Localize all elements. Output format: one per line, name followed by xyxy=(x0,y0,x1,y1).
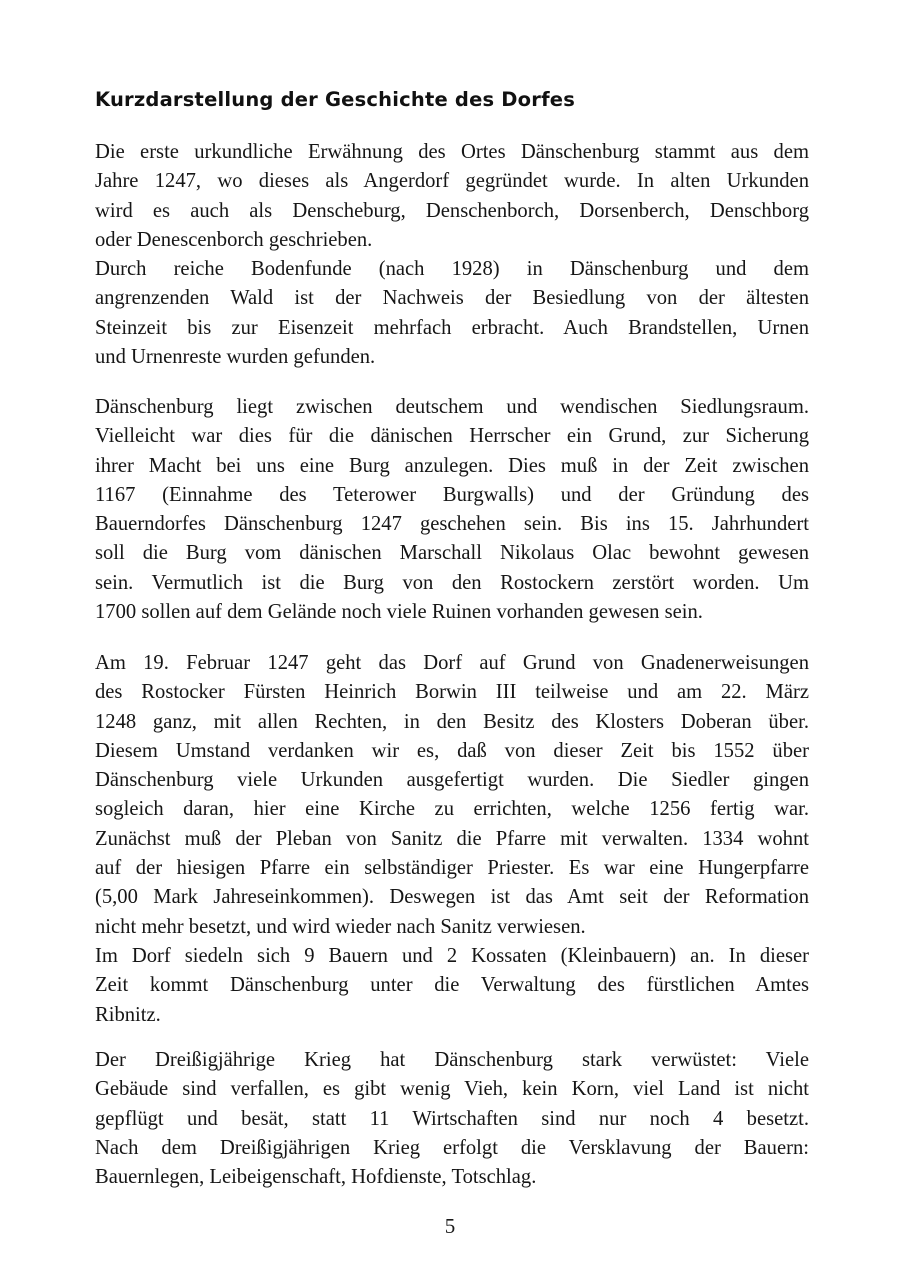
text-line: gepflügt und besät, statt 11 Wirtschaften sind nur noch 4 besetzt. xyxy=(95,1107,809,1130)
paragraph-4 xyxy=(95,1046,809,1192)
text-line: Steinzeit bis zur Eisenzeit mehrfach erbracht. Auch Brandstellen, Urnen xyxy=(95,316,809,339)
paragraph-1 xyxy=(95,138,809,372)
text-line: Durch reiche Bodenfunde (nach 1928) in Dänschenburg und dem xyxy=(95,258,809,281)
text-line: Zunächst muß der Pleban von Sanitz die Pfarre mit verwalten. 1334 wohnt xyxy=(95,827,809,850)
text-line: (5,00 Mark Jahreseinkommen). Deswegen ist das Amt seit der Reformation xyxy=(95,886,809,909)
text-line: Diesem Umstand verdanken wir es, daß von dieser Zeit bis 1552 über xyxy=(95,739,809,762)
text-line: angrenzenden Wald ist der Nachweis der Besiedlung von der ältesten xyxy=(95,287,809,310)
text-line: 1700 sollen auf dem Gelände noch viele Ruinen vorhanden gewesen sein. xyxy=(95,601,703,624)
text-line: Bauerndorfes Dänschenburg 1247 geschehen sein. Bis ins 15. Jahrhundert xyxy=(95,513,809,536)
text-line: Am 19. Februar 1247 geht das Dorf auf Grund von Gnadenerweisungen xyxy=(95,652,809,674)
text-line: wird es auch als Denscheburg, Denschenborch, Dorsenberch, Denschborg xyxy=(95,199,809,222)
text-line: des Rostocker Fürsten Heinrich Borwin III teilweise und am 22. März xyxy=(95,681,809,704)
text-line: Im Dorf siedeln sich 9 Bauern und 2 Kossaten (Kleinbauern) an. In dieser xyxy=(95,944,809,967)
text-line: Zeit kommt Dänschenburg unter die Verwaltung des fürstlichen Amtes xyxy=(95,974,809,997)
text-line: Der Dreißigjährige Krieg hat Dänschenburg stark verwüstet: Viele xyxy=(95,1049,809,1071)
text-line: 1248 ganz, mit allen Rechten, in den Besitz des Klosters Doberan über. xyxy=(95,710,809,733)
paragraph-2 xyxy=(95,393,809,627)
text-line: Jahre 1247, wo dieses als Angerdorf gegründet wurde. In alten Urkunden xyxy=(95,170,809,193)
text-line: Dänschenburg viele Urkunden ausgefertigt wurden. Die Siedler gingen xyxy=(95,769,809,792)
text-line: Vielleicht war dies für die dänischen Herrscher ein Grund, zur Sicherung xyxy=(95,425,809,448)
text-line: soll die Burg vom dänischen Marschall Nikolaus Olac bewohnt gewesen xyxy=(95,542,809,565)
paragraph-3 xyxy=(95,649,809,1030)
text-line: Die erste urkundliche Erwähnung des Ortes Dänschenburg stammt aus dem xyxy=(95,141,809,163)
text-line: sein. Vermutlich ist die Burg von den Rostockern zerstört worden. Um xyxy=(95,571,809,594)
text-line: und Urnenreste wurden gefunden. xyxy=(95,346,376,369)
page-title: Kurzdarstellung der Geschichte des Dorfes xyxy=(95,88,576,111)
page-number: 5 xyxy=(444,1214,456,1238)
text-line: Dänschenburg liegt zwischen deutschem und wendischen Siedlungsraum. xyxy=(95,396,809,418)
text-line: nicht mehr besetzt, und wird wieder nach Sanitz verwiesen. xyxy=(95,915,586,938)
text-line: Bauernlegen, Leibeigenschaft, Hofdienste, Totschlag. xyxy=(95,1166,537,1189)
text-line: auf der hiesigen Pfarre ein selbständiger Priester. Es war eine Hungerpfarre xyxy=(95,857,809,880)
text-line: Nach dem Dreißigjährigen Krieg erfolgt die Versklavung der Bauern: xyxy=(95,1136,809,1159)
text-line: ihrer Macht bei uns eine Burg anzulegen. Dies muß in der Zeit zwischen xyxy=(95,454,809,477)
text-line: Ribnitz. xyxy=(95,1003,161,1026)
text-line: 1167 (Einnahme des Teterower Burgwalls) und der Gründung des xyxy=(95,483,809,506)
text-line: sogleich daran, hier eine Kirche zu errichten, welche 1256 fertig war. xyxy=(95,798,809,821)
text-line: oder Denescenborch geschrieben. xyxy=(95,228,373,251)
text-line: Gebäude sind verfallen, es gibt wenig Vieh, kein Korn, viel Land ist nicht xyxy=(95,1078,809,1101)
